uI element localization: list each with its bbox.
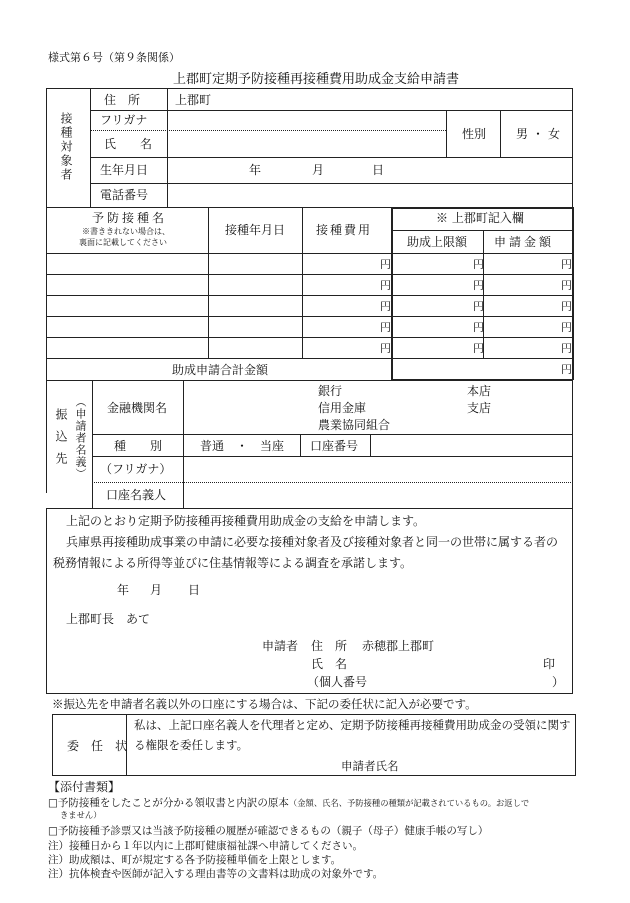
attachment-note-3: 注）抗体検査や医師が記入する理由書等の文書料は助成の対象外です。 bbox=[48, 868, 384, 880]
sex-label: 性別 bbox=[462, 127, 487, 141]
bank-option[interactable]: 銀行 bbox=[318, 384, 343, 398]
yen-amount-2: 円 bbox=[561, 279, 572, 292]
attachment-item-2: □予防接種予診票又は当該予防接種の履歴が確認できるもの（親子（母子）健康手帳の写し） bbox=[48, 825, 489, 837]
birthdate-label: 生年月日 bbox=[100, 163, 149, 177]
yen-cost-1: 円 bbox=[380, 258, 391, 271]
application-year: 年 bbox=[117, 583, 130, 597]
vaccine-note-2: 裏面に記載してください bbox=[79, 238, 167, 247]
type-label: 種 別 bbox=[114, 439, 163, 453]
attachment-item-1-main: □予防接種をしたことが分かる領収書と内訳の原本 bbox=[48, 797, 289, 809]
delegation-text-2: る権限を委任します。 bbox=[134, 738, 249, 752]
attachment-item-1 bbox=[48, 798, 529, 809]
birth-day-unit: 日 bbox=[372, 163, 385, 177]
date-header: 接種年月日 bbox=[225, 223, 286, 237]
applicant-address-value[interactable]: 赤穂郡上郡町 bbox=[362, 639, 435, 653]
account-number-label: 口座番号 bbox=[310, 439, 359, 453]
delegation-label: 委 任 状 bbox=[67, 739, 128, 753]
amount-header: 申請金額 bbox=[494, 235, 555, 249]
attachment-note-1: 注）接種日から１年以内に上郡町健康福祉課へ申請してください。 bbox=[48, 840, 363, 852]
limit-header: 助成上限額 bbox=[407, 235, 468, 249]
furigana-label: フリガナ bbox=[100, 113, 148, 127]
seal-mark: 印 bbox=[543, 657, 556, 671]
declaration-line-1: 上記のとおり定期予防接種再接種費用助成金の支給を申請します。 bbox=[66, 514, 426, 528]
office-use-header: ※ 上郡町記入欄 bbox=[436, 211, 524, 225]
yen-limit-5: 円 bbox=[473, 342, 484, 355]
sex-options[interactable]: 男・女 bbox=[516, 127, 565, 141]
birth-year-unit: 年 bbox=[249, 163, 262, 177]
declaration-line-3: 税務情報による所得等並びに住基情報等による調査を承諾します。 bbox=[53, 556, 413, 570]
holder-furigana-label: （フリガナ） bbox=[100, 462, 172, 476]
bank-sub-label-text: 申請者名義 bbox=[74, 408, 87, 468]
applicant-label: 申請者 bbox=[262, 639, 299, 653]
address-value[interactable]: 上郡町 bbox=[175, 93, 212, 107]
attachment-item-1-detail: （金額、氏名、予防接種の種類が記載されているもの。お返しで bbox=[288, 798, 530, 808]
vaccine-name-header: 予防接種名 bbox=[92, 211, 168, 225]
personal-number-label: （個人番号 bbox=[307, 675, 368, 689]
bank-sub-label: （申請者名義） bbox=[74, 396, 87, 480]
address-label: 住 所 bbox=[104, 93, 141, 107]
bank-section-label: 振込先 bbox=[54, 408, 68, 474]
birth-month-unit: 月 bbox=[312, 163, 325, 177]
yen-amount-5: 円 bbox=[561, 342, 572, 355]
total-label: 助成申請合計金額 bbox=[172, 363, 269, 377]
cost-header: 接種費用 bbox=[316, 223, 373, 237]
form-number: 様式第６号（第９条関係） bbox=[48, 51, 180, 64]
yen-amount-1: 円 bbox=[561, 258, 572, 271]
nokyo-option[interactable]: 農業協同組合 bbox=[318, 418, 391, 432]
delegation-text-1: 私は、上記口座名義人を代理者と定め、定期予防接種再接種費用助成金の受領に関す bbox=[134, 718, 571, 732]
yen-cost-5: 円 bbox=[380, 342, 391, 355]
personal-number-close: ） bbox=[552, 675, 565, 689]
applicant-address-label: 住 所 bbox=[311, 639, 348, 653]
yen-total: 円 bbox=[561, 363, 572, 376]
yen-limit-3: 円 bbox=[473, 300, 484, 313]
attachment-note-2: 注）助成額は、町が規定する各予防接種単価を上限とします。 bbox=[48, 854, 342, 866]
head-office-option[interactable]: 本店 bbox=[467, 384, 492, 398]
yen-limit-4: 円 bbox=[473, 321, 484, 334]
phone-label: 電話番号 bbox=[100, 188, 149, 202]
yen-limit-2: 円 bbox=[473, 279, 484, 292]
attachment-item-1-cont: きません） bbox=[60, 810, 102, 820]
yen-amount-3: 円 bbox=[561, 300, 572, 313]
addressee: 上郡町長 あて bbox=[66, 612, 151, 626]
holder-label: 口座名義人 bbox=[106, 488, 167, 502]
yen-cost-4: 円 bbox=[380, 321, 391, 334]
institution-label: 金融機関名 bbox=[107, 401, 168, 415]
branch-option[interactable]: 支店 bbox=[467, 401, 492, 415]
delegation-note: ※振込先を申請者名義以外の口座にする場合は、下記の委任状に記入が必要です。 bbox=[52, 697, 477, 711]
shinkin-option[interactable]: 信用金庫 bbox=[318, 401, 367, 415]
declaration-line-2: 兵庫県再接種助成事業の申請に必要な接種対象者及び接種対象者と同一の世帯に属する者の bbox=[66, 535, 559, 549]
yen-amount-4: 円 bbox=[561, 321, 572, 334]
application-month: 月 bbox=[150, 583, 163, 597]
vaccine-note-1: ※書ききれない場合は、 bbox=[82, 227, 170, 236]
subject-section-label: 接種対象者 bbox=[59, 112, 73, 182]
yen-cost-2: 円 bbox=[380, 279, 391, 292]
form-title: 上郡町定期予防接種再接種費用助成金支給申請書 bbox=[173, 72, 460, 87]
attachments-header: 【添付書類】 bbox=[48, 780, 121, 794]
application-day: 日 bbox=[188, 583, 201, 597]
applicant-name-label: 氏 名 bbox=[311, 657, 348, 671]
yen-limit-1: 円 bbox=[473, 258, 484, 271]
name-label: 氏 名 bbox=[104, 137, 153, 151]
type-options[interactable]: 普通 ・ 当座 bbox=[200, 439, 285, 453]
delegation-signature: 申請者氏名 bbox=[341, 759, 399, 773]
yen-cost-3: 円 bbox=[380, 300, 391, 313]
